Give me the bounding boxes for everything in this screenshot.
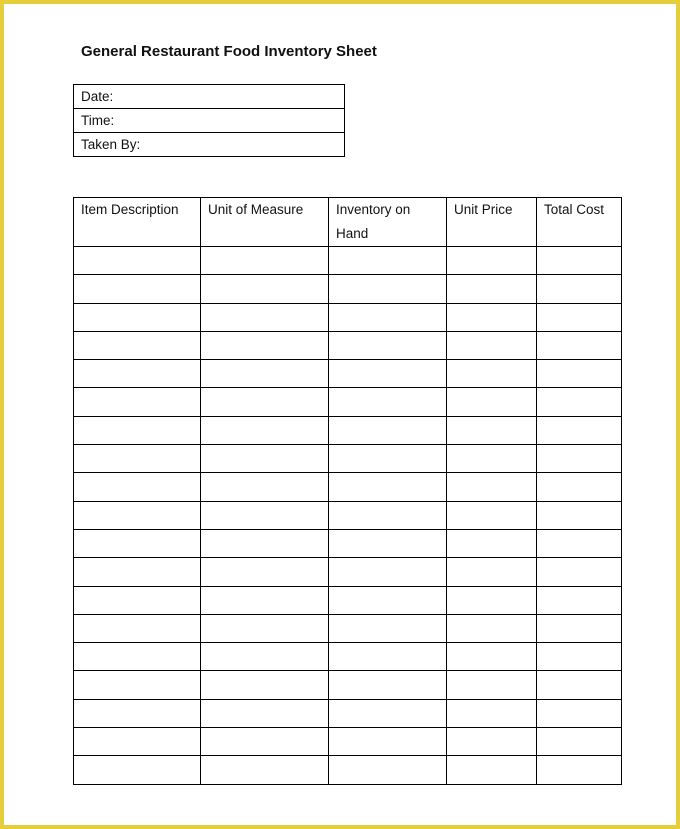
- cell-unit-price[interactable]: [447, 445, 537, 473]
- cell-unit-of-measure[interactable]: [201, 275, 329, 303]
- cell-item-description[interactable]: [74, 303, 201, 331]
- cell-inventory-on-hand[interactable]: [329, 501, 447, 529]
- table-row: [74, 388, 622, 416]
- document-title: General Restaurant Food Inventory Sheet: [81, 43, 377, 60]
- cell-item-description[interactable]: [74, 501, 201, 529]
- cell-unit-price[interactable]: [447, 501, 537, 529]
- cell-unit-price[interactable]: [447, 473, 537, 501]
- cell-inventory-on-hand[interactable]: [329, 331, 447, 359]
- cell-inventory-on-hand[interactable]: [329, 728, 447, 756]
- cell-unit-price[interactable]: [447, 756, 537, 784]
- cell-inventory-on-hand[interactable]: [329, 360, 447, 388]
- cell-unit-price[interactable]: [447, 558, 537, 586]
- table-row: [74, 360, 622, 388]
- table-row: [74, 728, 622, 756]
- cell-unit-price[interactable]: [447, 643, 537, 671]
- cell-total-cost[interactable]: [537, 756, 622, 784]
- table-row: [74, 529, 622, 557]
- table-row: [74, 643, 622, 671]
- cell-inventory-on-hand[interactable]: [329, 643, 447, 671]
- info-row-taken-by: [74, 133, 345, 157]
- cell-unit-price[interactable]: [447, 416, 537, 444]
- cell-total-cost[interactable]: [537, 331, 622, 359]
- cell-unit-of-measure[interactable]: [201, 728, 329, 756]
- cell-unit-of-measure[interactable]: [201, 445, 329, 473]
- cell-item-description[interactable]: [74, 360, 201, 388]
- cell-inventory-on-hand[interactable]: [329, 388, 447, 416]
- cell-item-description[interactable]: [74, 445, 201, 473]
- cell-item-description[interactable]: [74, 529, 201, 557]
- cell-unit-of-measure[interactable]: [201, 699, 329, 727]
- cell-item-description[interactable]: [74, 473, 201, 501]
- cell-inventory-on-hand[interactable]: [329, 247, 447, 275]
- cell-total-cost[interactable]: [537, 501, 622, 529]
- cell-item-description[interactable]: [74, 388, 201, 416]
- table-row: [74, 275, 622, 303]
- cell-total-cost[interactable]: [537, 699, 622, 727]
- cell-total-cost[interactable]: [537, 586, 622, 614]
- cell-total-cost[interactable]: [537, 529, 622, 557]
- cell-unit-price[interactable]: [447, 728, 537, 756]
- cell-unit-price[interactable]: [447, 614, 537, 642]
- table-row: [74, 303, 622, 331]
- header-info-table: [73, 84, 345, 157]
- cell-inventory-on-hand[interactable]: [329, 586, 447, 614]
- cell-unit-price[interactable]: [447, 586, 537, 614]
- cell-item-description[interactable]: [74, 671, 201, 699]
- cell-total-cost[interactable]: [537, 416, 622, 444]
- cell-unit-of-measure[interactable]: [201, 331, 329, 359]
- cell-total-cost[interactable]: [537, 558, 622, 586]
- cell-unit-price[interactable]: [447, 275, 537, 303]
- table-row: [74, 558, 622, 586]
- cell-unit-of-measure[interactable]: [201, 671, 329, 699]
- cell-unit-of-measure[interactable]: [201, 303, 329, 331]
- cell-unit-of-measure[interactable]: [201, 586, 329, 614]
- cell-unit-price[interactable]: [447, 360, 537, 388]
- cell-inventory-on-hand[interactable]: [329, 529, 447, 557]
- table-row: [74, 416, 622, 444]
- time-field[interactable]: Time:: [74, 109, 345, 133]
- cell-total-cost[interactable]: [537, 275, 622, 303]
- column-header-total-cost: Total Cost: [537, 198, 622, 247]
- cell-inventory-on-hand[interactable]: [329, 671, 447, 699]
- cell-total-cost[interactable]: [537, 445, 622, 473]
- cell-total-cost[interactable]: [537, 473, 622, 501]
- inventory-table: [73, 197, 622, 785]
- cell-unit-price[interactable]: [447, 331, 537, 359]
- cell-unit-of-measure[interactable]: [201, 529, 329, 557]
- cell-inventory-on-hand[interactable]: [329, 416, 447, 444]
- column-header-unit-price: Unit Price: [447, 198, 537, 247]
- cell-unit-price[interactable]: [447, 699, 537, 727]
- cell-inventory-on-hand[interactable]: [329, 756, 447, 784]
- cell-unit-of-measure[interactable]: [201, 360, 329, 388]
- cell-item-description[interactable]: [74, 699, 201, 727]
- cell-inventory-on-hand[interactable]: [329, 473, 447, 501]
- cell-inventory-on-hand[interactable]: [329, 275, 447, 303]
- table-row: [74, 473, 622, 501]
- table-row: [74, 586, 622, 614]
- table-row: [74, 756, 622, 784]
- cell-unit-price[interactable]: [447, 303, 537, 331]
- cell-unit-of-measure[interactable]: [201, 247, 329, 275]
- table-row: [74, 614, 622, 642]
- table-row: [74, 331, 622, 359]
- cell-unit-of-measure[interactable]: [201, 388, 329, 416]
- cell-unit-of-measure[interactable]: [201, 643, 329, 671]
- column-header-item-description: Item Description: [74, 198, 201, 247]
- cell-item-description[interactable]: [74, 643, 201, 671]
- cell-inventory-on-hand[interactable]: [329, 445, 447, 473]
- inventory-header-row: [74, 198, 622, 247]
- cell-total-cost[interactable]: [537, 360, 622, 388]
- cell-unit-of-measure[interactable]: [201, 416, 329, 444]
- column-header-inventory-on-hand: Inventory on Hand: [329, 198, 447, 247]
- cell-unit-price[interactable]: [447, 247, 537, 275]
- cell-item-description[interactable]: [74, 275, 201, 303]
- cell-unit-of-measure[interactable]: [201, 614, 329, 642]
- cell-item-description[interactable]: [74, 331, 201, 359]
- cell-unit-price[interactable]: [447, 671, 537, 699]
- cell-item-description[interactable]: [74, 728, 201, 756]
- cell-unit-price[interactable]: [447, 529, 537, 557]
- cell-total-cost[interactable]: [537, 614, 622, 642]
- info-row-date: [74, 85, 345, 109]
- cell-total-cost[interactable]: [537, 728, 622, 756]
- column-header-unit-of-measure: Unit of Measure: [201, 198, 329, 247]
- cell-total-cost[interactable]: [537, 643, 622, 671]
- cell-total-cost[interactable]: [537, 303, 622, 331]
- cell-item-description[interactable]: [74, 756, 201, 784]
- cell-item-description[interactable]: [74, 614, 201, 642]
- cell-unit-of-measure[interactable]: [201, 501, 329, 529]
- cell-total-cost[interactable]: [537, 388, 622, 416]
- table-row: [74, 671, 622, 699]
- cell-item-description[interactable]: [74, 558, 201, 586]
- cell-total-cost[interactable]: [537, 671, 622, 699]
- table-row: [74, 247, 622, 275]
- table-row: [74, 445, 622, 473]
- taken-by-field[interactable]: Taken By:: [74, 133, 345, 157]
- cell-unit-price[interactable]: [447, 388, 537, 416]
- cell-inventory-on-hand[interactable]: [329, 614, 447, 642]
- cell-item-description[interactable]: [74, 247, 201, 275]
- cell-unit-of-measure[interactable]: [201, 558, 329, 586]
- info-row-time: [74, 109, 345, 133]
- cell-unit-of-measure[interactable]: [201, 756, 329, 784]
- cell-inventory-on-hand[interactable]: [329, 558, 447, 586]
- table-row: [74, 501, 622, 529]
- cell-unit-of-measure[interactable]: [201, 473, 329, 501]
- cell-total-cost[interactable]: [537, 247, 622, 275]
- date-field[interactable]: Date:: [74, 85, 345, 109]
- cell-item-description[interactable]: [74, 416, 201, 444]
- cell-item-description[interactable]: [74, 586, 201, 614]
- cell-inventory-on-hand[interactable]: [329, 699, 447, 727]
- inventory-table-body: [74, 247, 622, 785]
- table-row: [74, 699, 622, 727]
- cell-inventory-on-hand[interactable]: [329, 303, 447, 331]
